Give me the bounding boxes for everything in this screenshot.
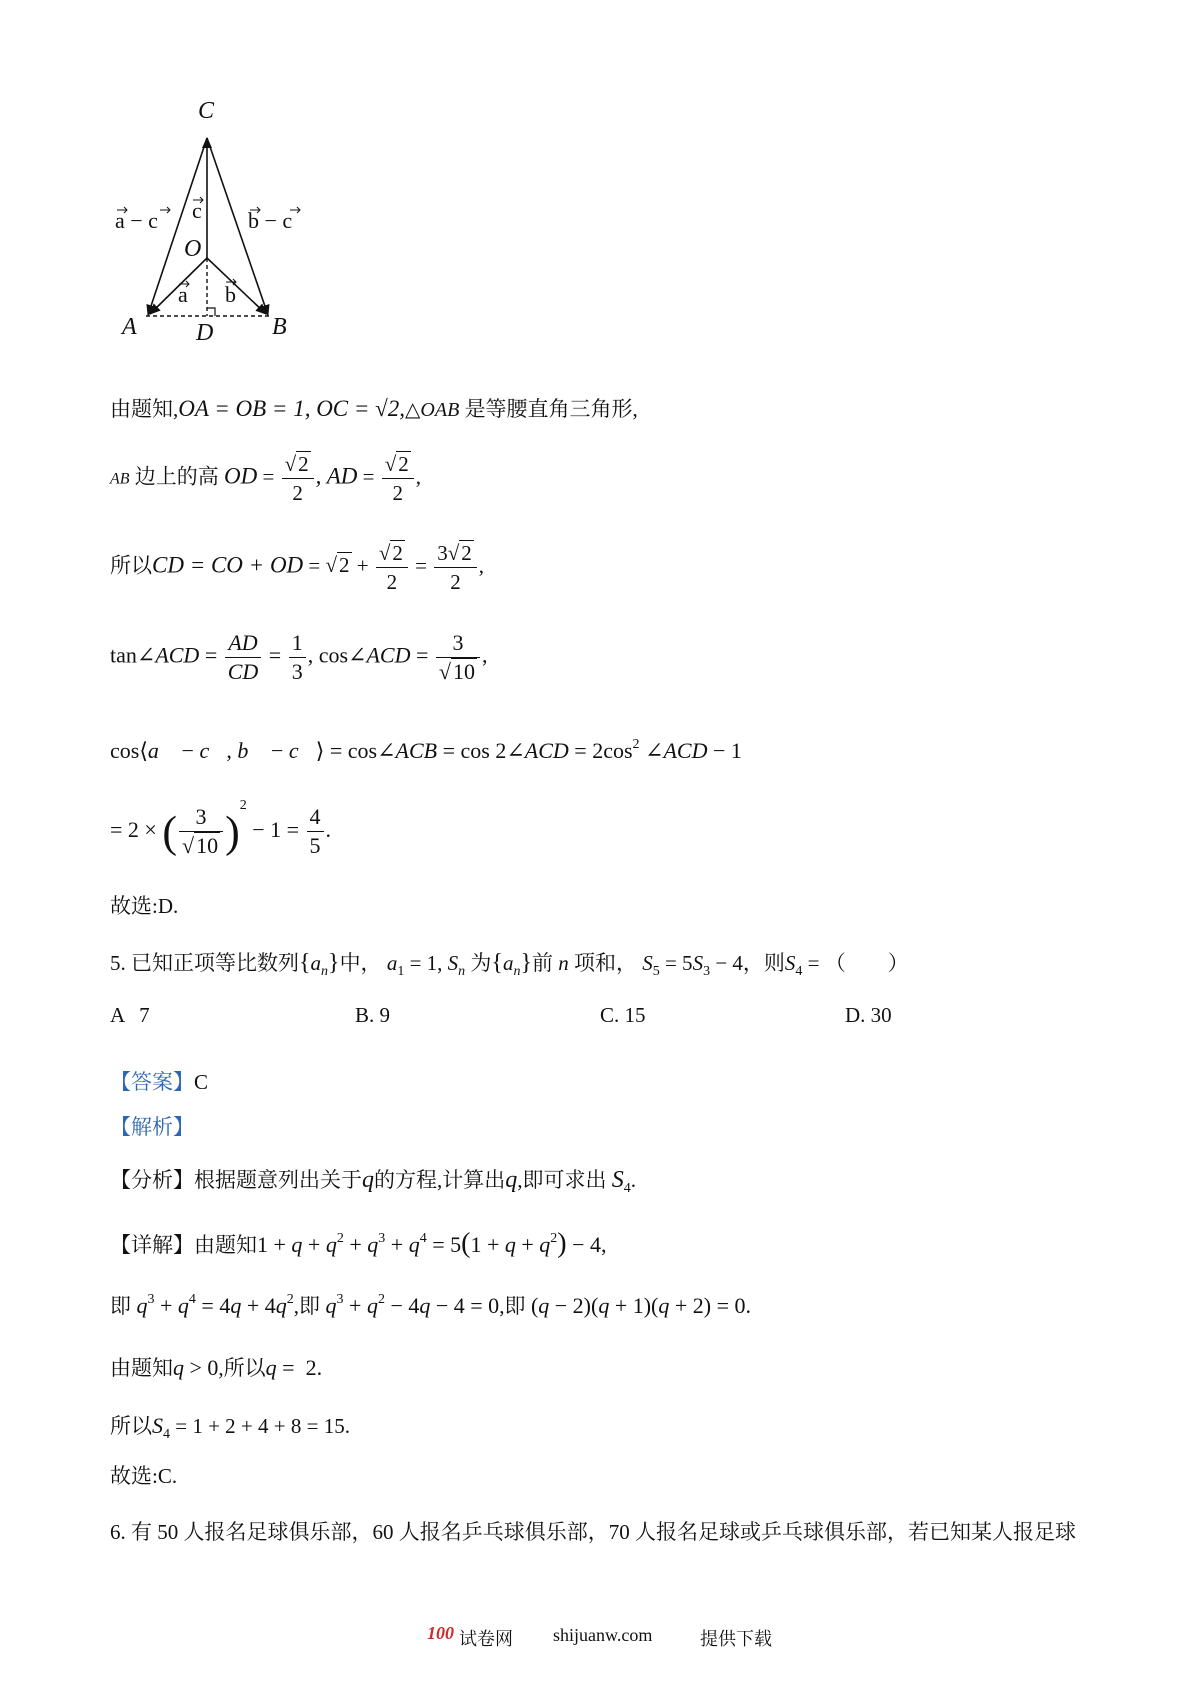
text: 是等腰直角三角形, — [464, 397, 638, 421]
fenxi-line: 【分析】根据题意列出关于q的方程,计算出q,即可求出 $S_4$. — [110, 1167, 636, 1196]
xiangjie-tag: 【详解】 — [110, 1233, 194, 1257]
solution-line-3: 所以CD = CO + OD = √2 + $\frac{√2}{2}$ = $\frac{3√2}{2}$ , — [110, 541, 485, 594]
math-expression: △OAB — [405, 399, 460, 421]
vector-triangle-figure — [110, 98, 360, 378]
text: 由题知, — [110, 397, 179, 421]
text: 由题知 — [110, 1356, 173, 1380]
label-a: A — [122, 314, 137, 340]
analysis-tag: 【解析】 — [110, 1115, 194, 1139]
option-value: 15 — [624, 1003, 646, 1027]
option-b[interactable] — [355, 1003, 390, 1028]
option-value: 30 — [870, 1003, 892, 1027]
label-d: D — [196, 320, 214, 346]
fenxi-tag: 【分析】 — [110, 1168, 194, 1192]
question-5-options — [110, 1003, 1010, 1033]
question-5: 5. 已知正项等比数列$\{a_n\}$中， $a_1 = 1$, $S_n$ 为$\{a_n\}$前 n 项和， $S_5 = 5S_3 - 4$，则$S_4$ = （ ） — [110, 950, 909, 979]
text: n — [558, 951, 569, 975]
text: 由题知 — [194, 1233, 257, 1257]
footer-download: 提供下载 — [700, 1629, 772, 1649]
text: 中， — [339, 951, 382, 975]
question-number: 5. — [110, 951, 126, 975]
text: （ ） — [824, 951, 909, 975]
text: 为 — [470, 951, 492, 975]
text: 根据题意列出关于 — [194, 1168, 362, 1192]
footer-domain[interactable]: shijuanw.com — [553, 1625, 653, 1645]
option-c[interactable] — [600, 1003, 646, 1028]
text: ，则 — [742, 951, 785, 975]
text: 所以 — [110, 553, 152, 578]
label-b: B — [272, 314, 287, 340]
option-letter: D. — [845, 1003, 866, 1027]
solution-line-4: tan∠ACD = $\frac{AD}{CD}$ = $\frac{1}{3}$ , cos∠ACD = $\frac{3}{√10}$ , — [110, 630, 488, 684]
footer-site-name: 试卷网 — [459, 1629, 513, 1649]
label-o: O — [184, 236, 202, 262]
option-d[interactable] — [845, 1003, 892, 1028]
s4-line: 所以$S_4 = 1 + 2 + 4 + 8 = 15$. — [110, 1413, 350, 1442]
option-letter: A — [110, 1003, 126, 1027]
text: 的方程,计算出 — [374, 1168, 506, 1192]
option-value: 9 — [379, 1003, 391, 1027]
right-angle-mark — [207, 308, 215, 316]
solution-line-1 — [110, 393, 638, 423]
label-vector-b-minus-c: b − c — [248, 208, 293, 233]
site-logo: 100 — [427, 1623, 454, 1643]
text: ,即 — [499, 1294, 526, 1318]
text: ,即 — [293, 1294, 321, 1318]
vector-b-line — [207, 258, 266, 314]
text: 已知正项等比数列 — [131, 951, 299, 975]
solution-line-2: AB 边上的高 OD = $\frac{√2}{2}$ , AD = $\frac{√2}{2}$ , — [110, 452, 422, 505]
option-a[interactable] — [110, 1003, 150, 1028]
answer-tag: 【答案】 — [110, 1070, 194, 1094]
equation-line: 即 $q^3 + q^4 = 4q + 4q^2$,即 $q^3 + q^2 - 4q - 4 = 0$,即 (q − 2)(q + 1)(q + 2) = 0. — [110, 1292, 752, 1318]
text: 即 — [110, 1294, 131, 1318]
text: 项和， — [573, 951, 637, 975]
solution-line-7: 故选:D. — [110, 894, 179, 918]
text: AB — [110, 470, 130, 488]
text: 前 — [531, 951, 553, 975]
option-letter: B. — [355, 1003, 375, 1027]
text: 所以 — [110, 1414, 152, 1438]
solution-line-6: = 2 × ( $\frac{3}{√10}$ )$^2$ − 1 = $\frac{4}{5}$ . — [110, 798, 332, 859]
label-vector-c: c — [192, 198, 202, 223]
text: ,即可求出 — [517, 1168, 607, 1192]
label-vector-a-minus-c: a − c — [115, 208, 158, 233]
q-positive-line: 由题知q > 0,所以q = 2. — [110, 1355, 323, 1380]
xiangjie-line: 【详解】由题知$1 + q + q^2 + q^3 + q^4 = 5(1 + q + q^2) - 4$, — [110, 1228, 607, 1259]
text: 边上的高 — [134, 464, 219, 489]
question-6: 6. 有 50 人报名足球俱乐部，60 人报名乒乓球俱乐部，70 人报名足球或乒乓球俱乐部，若已知某人报足球 — [110, 1520, 1076, 1544]
option-letter: C. — [600, 1003, 620, 1027]
answer-line — [110, 1066, 208, 1096]
answer-value: C — [194, 1070, 209, 1094]
label-vector-b: b — [225, 282, 236, 307]
label-c: C — [198, 98, 215, 124]
text: ,所以 — [218, 1356, 266, 1380]
math-expression: OA = OB = 1, OC = √2, — [178, 396, 406, 421]
option-value: 7 — [139, 1003, 150, 1027]
final-line: 故选:C. — [110, 1464, 178, 1488]
solution-line-5: cos⟨a⃗ − c⃗, b⃗ − c⃗⟩ = cos∠ACB = cos 2∠ACD = $2\cos^2$ ∠ACD − 1 — [110, 737, 742, 763]
label-vector-a: a — [178, 282, 188, 307]
